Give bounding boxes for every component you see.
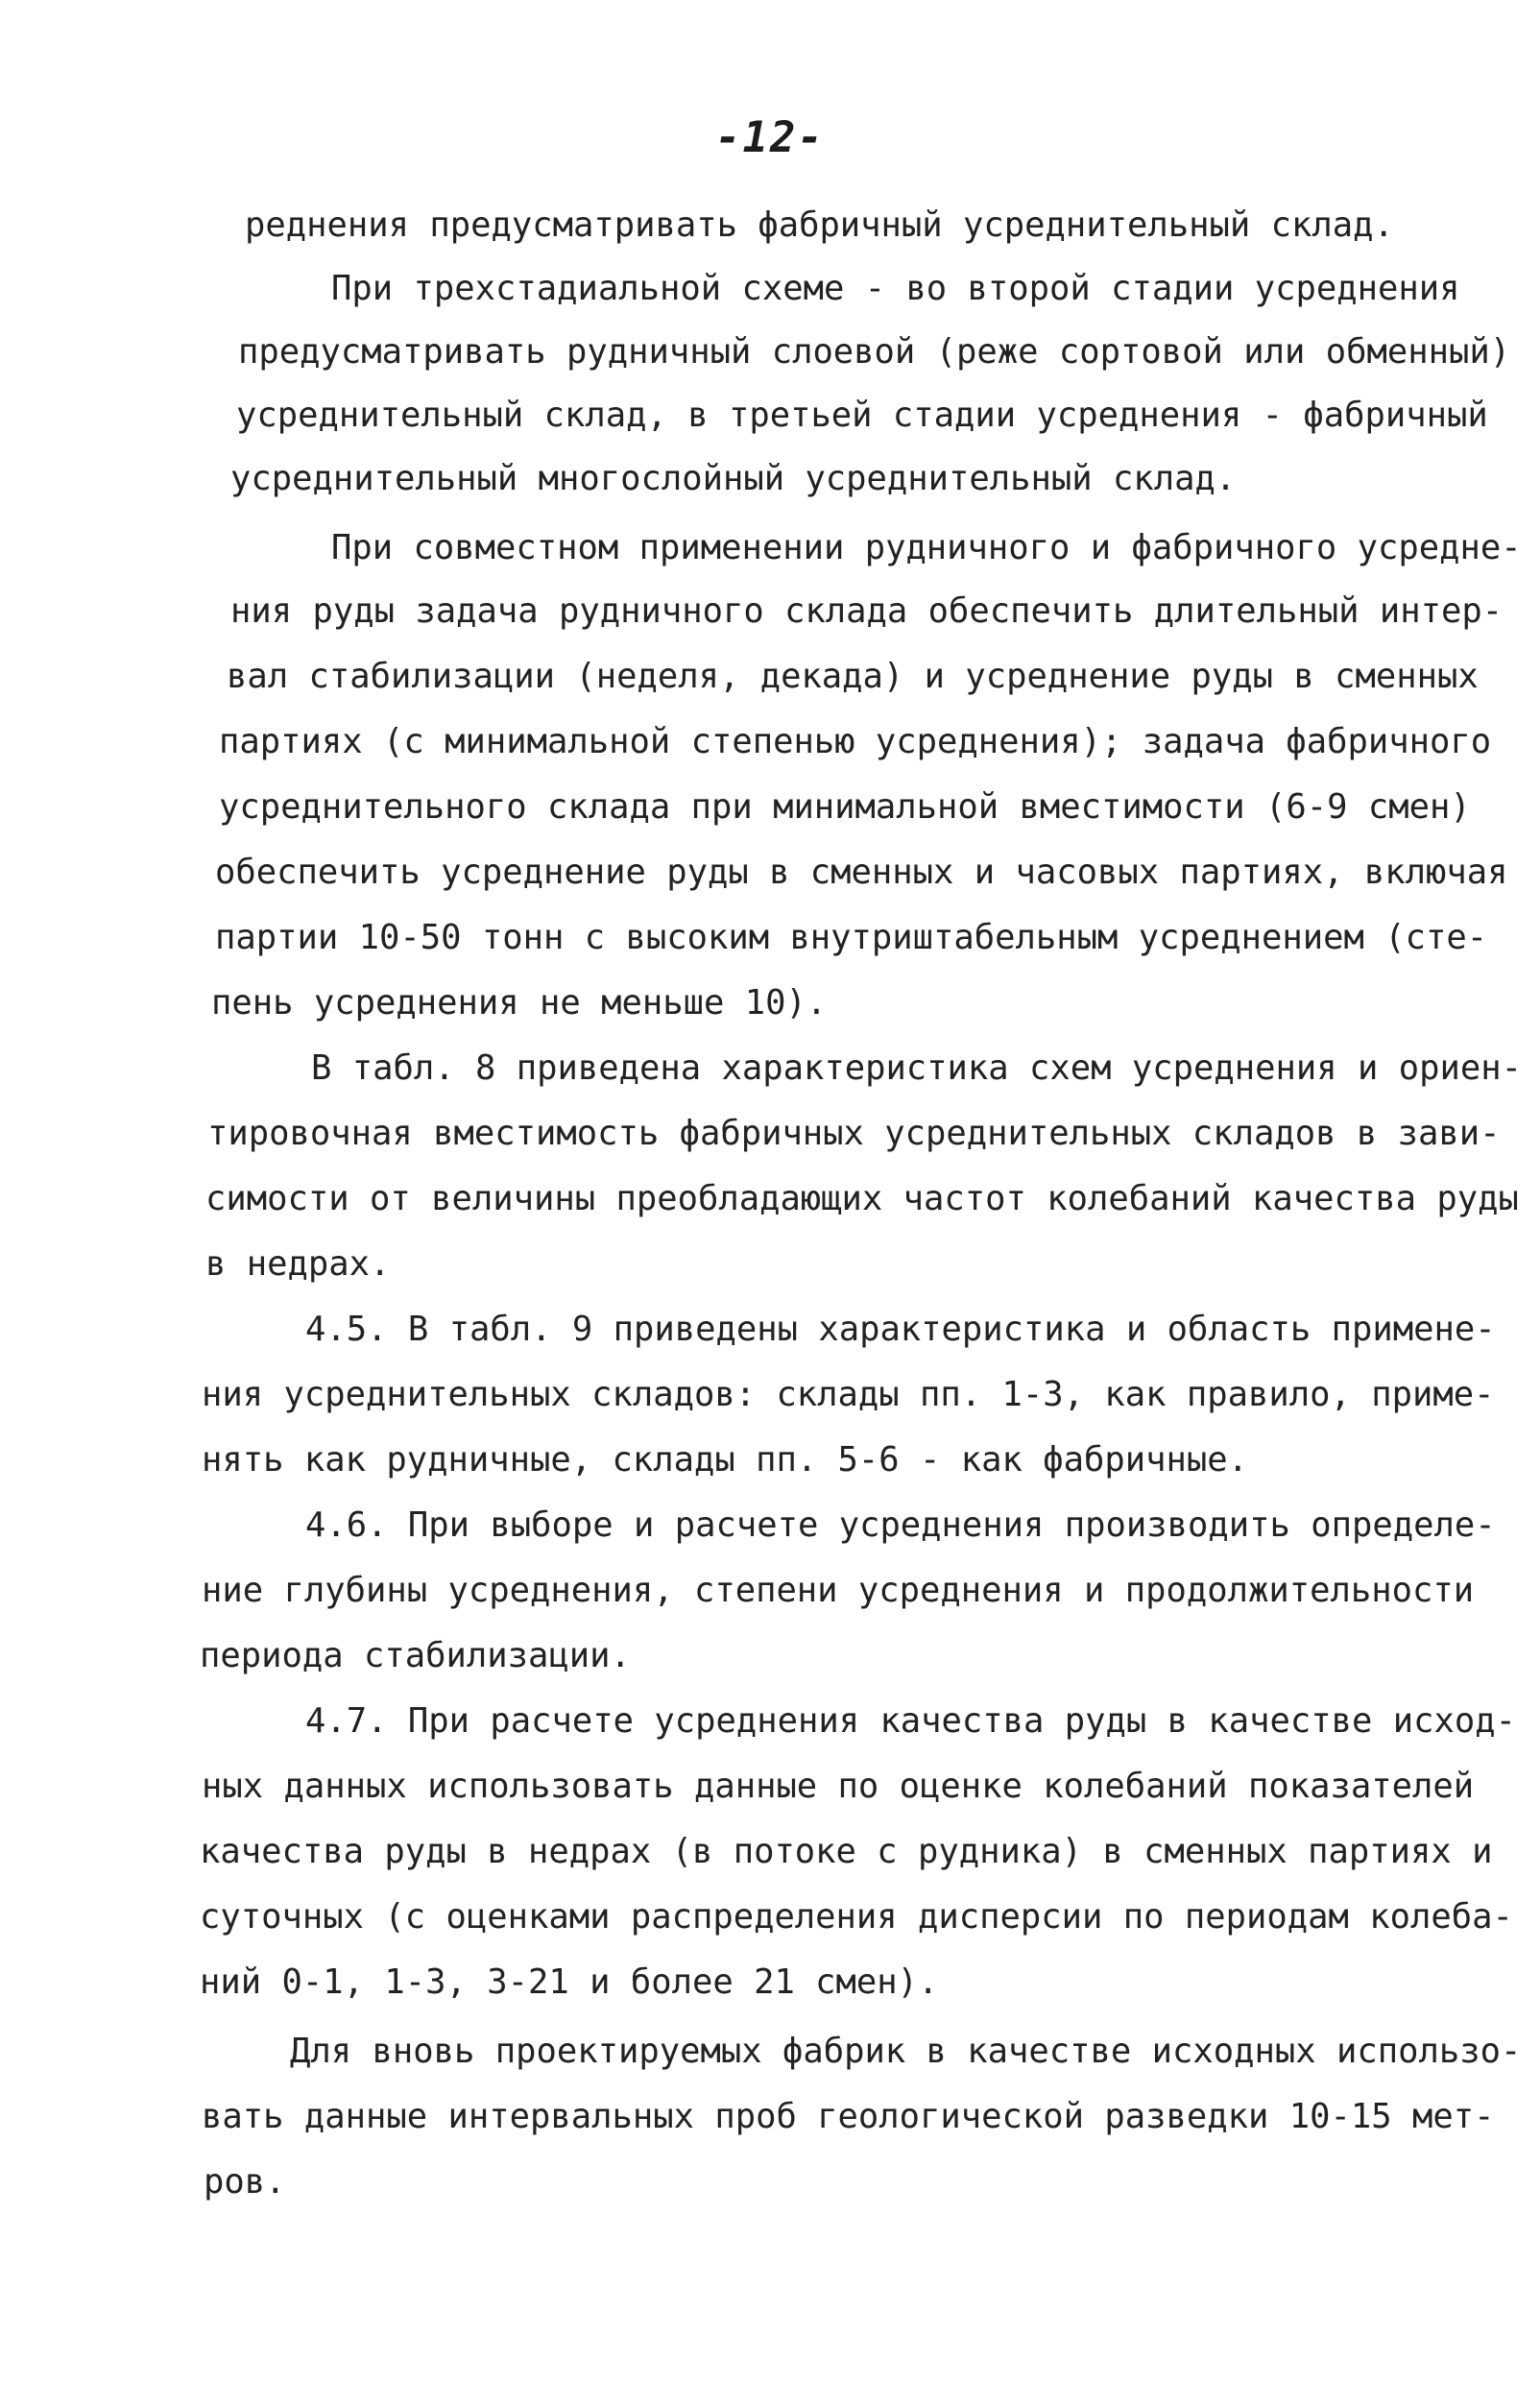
- text-line: 4.5. В табл. 9 приведены характеристика и область примене-: [305, 1310, 1496, 1349]
- text-line: периода стабилизации.: [200, 1636, 631, 1675]
- text-line: При трехстадиальной схеме - во второй стадии усреднения: [331, 269, 1460, 308]
- text-line: Для вновь проектируемых фабрик в качестве исходных использо-: [290, 2032, 1522, 2071]
- text-line: 4.7. При расчете усреднения качества руды в качестве исход-: [305, 1701, 1516, 1741]
- text-line: предусматривать рудничный слоевой (реже сортовой или обменный): [238, 332, 1511, 372]
- text-line: вать данные интервальных проб геологической разведки 10-15 мет-: [202, 2097, 1495, 2136]
- text-line: ров.: [204, 2162, 286, 2202]
- text-line: тировочная вместимость фабричных усреднительных складов в зави-: [207, 1114, 1501, 1153]
- text-line: ния усреднительных складов: склады пп. 1-3, как правило, приме-: [202, 1375, 1495, 1414]
- text-line: реднения предусматривать фабричный усреднительный склад.: [245, 205, 1394, 245]
- text-line: обеспечить усреднение руды в сменных и часовых партиях, включая: [215, 853, 1508, 892]
- text-line: ных данных использовать данные по оценке колебаний показателей: [202, 1767, 1475, 1806]
- text-line: вал стабилизации (неделя, декада) и усреднение руды в сменных: [227, 657, 1479, 696]
- text-line: ния руды задача рудничного склада обеспечить длительный интер-: [230, 591, 1504, 631]
- text-line: партиях (с минимальной степенью усреднения); задача фабричного: [219, 722, 1492, 761]
- text-line: нять как рудничные, склады пп. 5-6 - как фабричные.: [202, 1440, 1249, 1480]
- text-line: В табл. 8 приведена характеристика схем усреднения и ориен-: [311, 1048, 1522, 1088]
- text-line: При совместном применении рудничного и фабричного усредне-: [331, 528, 1522, 567]
- text-line: усреднительный склад, в третьей стадии усреднения - фабричный: [236, 396, 1488, 435]
- page-number: -12-: [715, 113, 825, 162]
- text-line: ние глубины усреднения, степени усреднения и продолжительности: [202, 1571, 1475, 1610]
- text-line: усреднительного склада при минимальной вместимости (6-9 смен): [219, 787, 1471, 827]
- text-line: ний 0-1, 1-3, 3-21 и более 21 смен).: [200, 1962, 939, 2002]
- text-line: пень усреднения не меньше 10).: [211, 983, 828, 1023]
- text-line: партии 10-50 тонн с высоким внутриштабельным усреднением (сте-: [215, 918, 1488, 957]
- text-line: в недрах.: [205, 1244, 391, 1284]
- text-line: симости от величины преобладающих частот колебаний качества руды: [205, 1179, 1519, 1218]
- text-line: качества руды в недрах (в потоке с рудника) в сменных партиях и: [200, 1832, 1493, 1871]
- text-line: 4.6. При выборе и расчете усреднения производить определе-: [305, 1505, 1496, 1545]
- text-line: суточных (с оценками распределения дисперсии по периодам колеба-: [200, 1897, 1513, 1937]
- text-line: усреднительный многослойный усреднительный склад.: [230, 459, 1237, 498]
